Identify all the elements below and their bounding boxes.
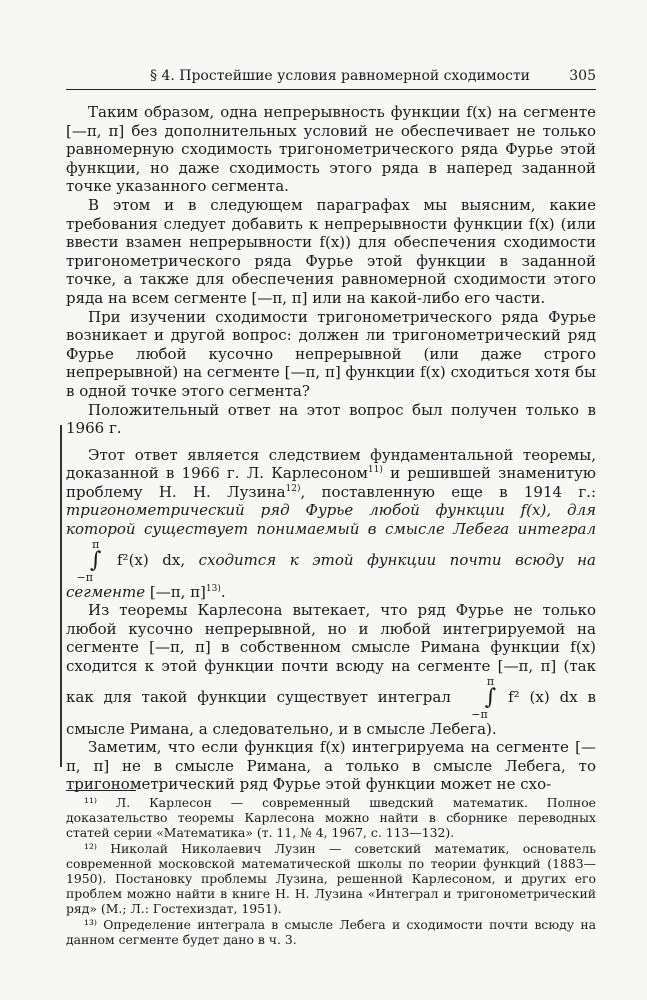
integral-sign: π ∫ −π xyxy=(76,537,102,584)
running-header xyxy=(66,67,596,90)
integral-sign: π ∫ −π xyxy=(471,674,497,721)
footnote-ref-13: 13) xyxy=(205,583,221,594)
paragraph: В этом и в следующем параграфах мы выясним, какие требования следует добавить к непрерывности функции f(x) (или ввести взамен непрерывности f(x)) для обеспечения сходимости тригонометрического ряда Фурье этой функции в заданной точке, а также для обеспечения равномерной сходимости этого ряда на всем сегменте [—π, π] или на какой-либо его части. xyxy=(66,195,596,307)
footnote-rule xyxy=(66,790,136,791)
footnote-11: ¹¹⁾ Л. Карлесон — современный шведский математик. Полное доказательство теоремы Карлесона можно найти в сборнике переводных статей серии «Математика» (т. 11, № 4, 1967, с. 113—132). xyxy=(66,795,596,841)
footnote-13: ¹³⁾ Определение интеграла в смысле Лебега и сходимости почти всюду на данном сегменте будет дано в ч. 3. xyxy=(66,916,596,947)
paragraph: Положительный ответ на этот вопрос был получен только в 1966 г. xyxy=(66,400,596,438)
footnotes xyxy=(66,790,596,947)
small-paragraph-corollary: Из теоремы Карлесона вытекает, что ряд Фурье не только любой кусочно непрерывной, но и любой интегрируемой на сегменте [—π, π] в собственном смысле Римана функции f(x) сходится к этой функции почти всюду на сегменте [—π, π] (так как для такой функции существует интеграл π ∫ −π f² (x) dx в смысле Римана, а следовательно, и в смысле Лебега). xyxy=(66,601,596,738)
footnote-ref-11: 11) xyxy=(367,465,383,476)
paragraph: При изучении сходимости тригонометрического ряда Фурье возникает и другой вопрос: должен ли тригонометрический ряд Фурье любой кусочно непрерывной (или даже строго непрерывной) на сегменте [—π, π] функции f(x) сходиться хотя бы в одной точке этого сегмента? xyxy=(66,307,596,400)
theorem-conclusion: сходится к этой функции почти всюду на сегменте xyxy=(66,550,596,601)
integral-expression: f² (x) dx xyxy=(508,687,578,706)
main-text xyxy=(66,103,596,794)
small-paragraph-theorem: Этот ответ является следствием фундаментальной теоремы, доказанной в 1966 г. Л. Карлесоном$^{11)}$ и решившей знаменитую проблему Н. Н. Лузина$^{12)}$, поставленную еще в 1914 г.: тригонометрический ряд Фурье любой функции f(x), для которой существует понимаемый в смысле Лебега интеграл π ∫ −π f²(x) dx, сходится к этой функции почти всюду на сегменте [—π, π]$^{13)}$. xyxy=(66,445,596,601)
small-print-margin-bar xyxy=(60,425,62,767)
integral-expression: f²(x) dx, xyxy=(117,550,186,569)
paragraph: Таким образом, одна непрерывность функции f(x) на сегменте [—π, π] без дополнительных условий не обеспечивает не только равномерную сходимость тригонометрического ряда Фурье этой функции, но даже сходимость этого ряда в наперед заданной точке указанного сегмента. xyxy=(66,103,596,196)
section-title: § 4. Простейшие условия равномерной сходимости xyxy=(150,68,531,84)
page-number: 305 xyxy=(569,68,596,84)
theorem-statement: тригонометрический ряд Фурье любой функции f(x), для которой существует понимаемый в смысле Лебега интеграл xyxy=(66,501,596,539)
footnote-ref-12: 12) xyxy=(285,483,301,494)
small-paragraph-remark: Заметим, что если функция f(x) интегрируема на сегменте [—π, π] не в смысле Римана, а только в смысле Лебега, то тригонометрический ряд Фурье этой функции может не схо- xyxy=(66,738,596,794)
footnote-12: ¹²⁾ Николай Николаевич Лузин — советский математик, основатель современной московской математической школы по теории функций (1883—1950). Постановку проблемы Лузина, решенной Карлесоном, и других его проблем можно найти в книге Н. Н. Лузина «Интеграл и тригонометрический ряд» (М.; Л.: Гостехиздат, 1951). xyxy=(66,840,596,917)
